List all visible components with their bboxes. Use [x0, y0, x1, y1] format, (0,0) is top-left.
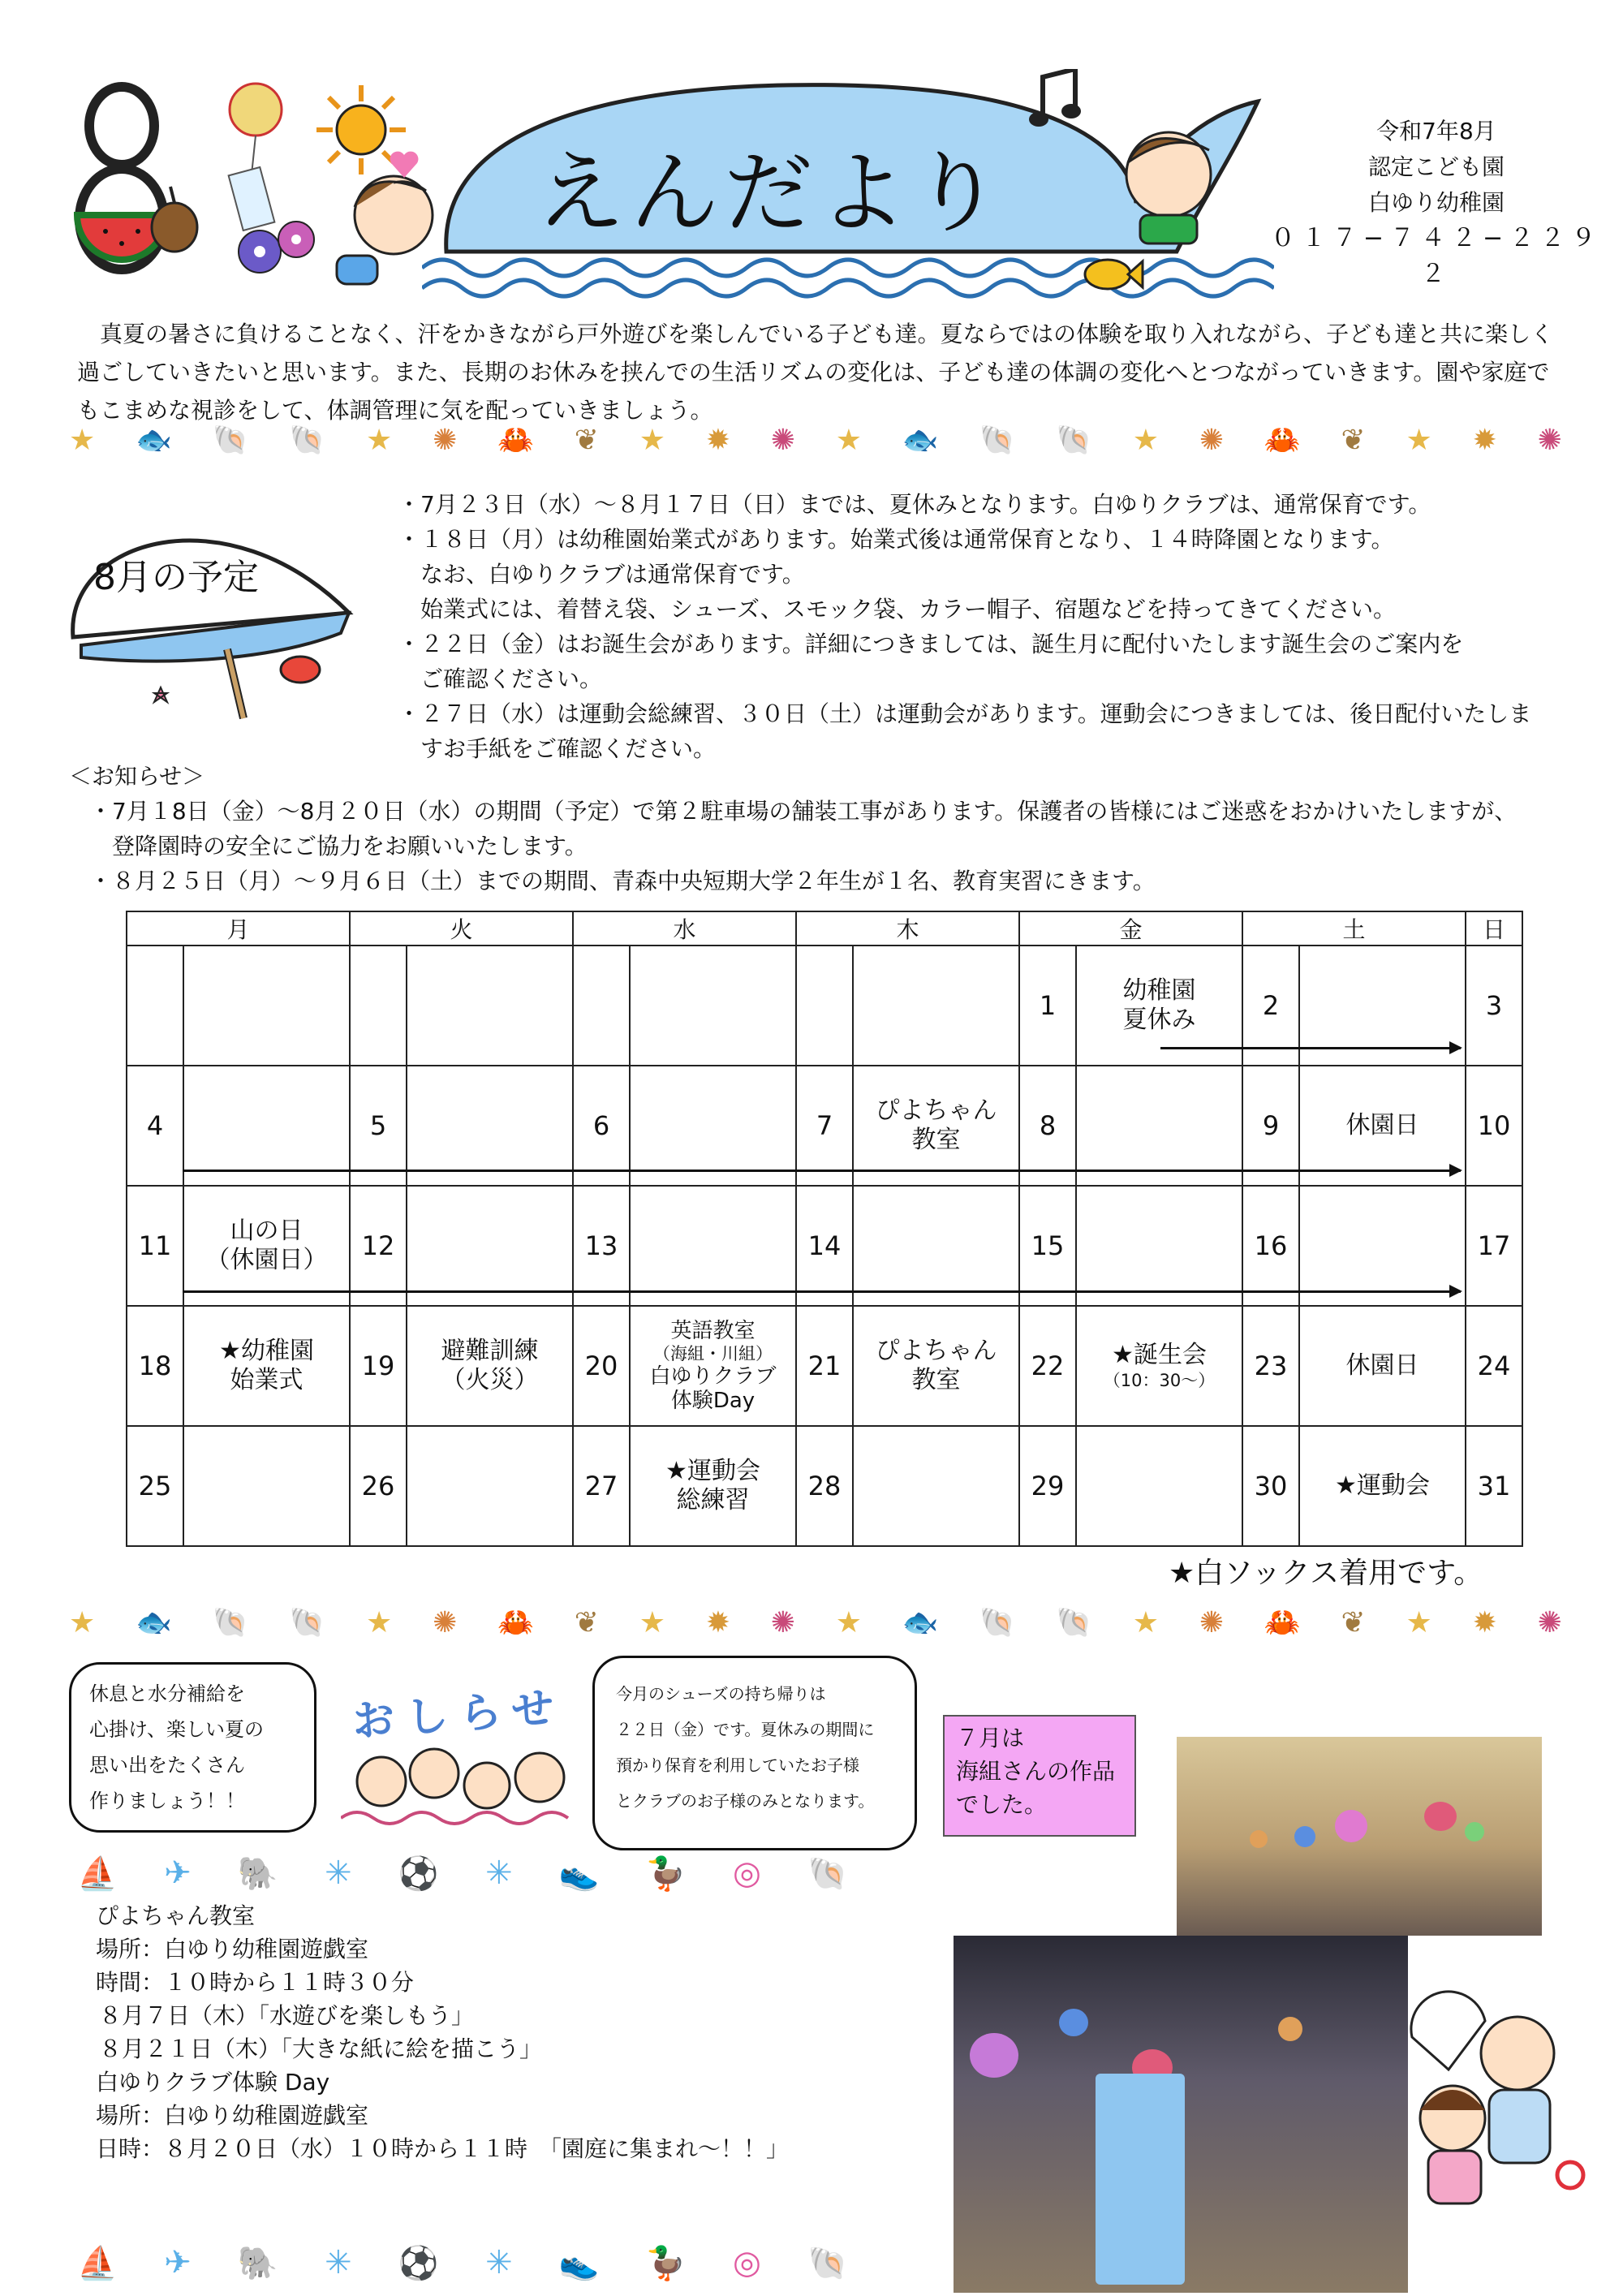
caption-line: ７月は	[956, 1725, 1025, 1751]
bubble-line: 思い出をたくさん	[89, 1754, 245, 1777]
day-event	[1076, 1426, 1242, 1546]
day-event	[407, 946, 573, 1066]
day-number: 18	[127, 1306, 183, 1426]
sea-creature-divider: ★ 🐟 🐚 🐚 ★ ✺ 🦀 ❦ ★ ✹ ✺ ★ 🐟 🐚 🐚 ★ ✺ 🦀 ❦ ★ ✹ ✺	[69, 424, 1562, 457]
vacation-arrow	[183, 1290, 1461, 1293]
schedule-item: ・２７日（水）は運動会総練習、３０日（土）は運動会があります。運動会につきましては、後日配付いたしま	[398, 700, 1532, 727]
newsletter-title: えんだより	[536, 141, 1006, 245]
day-event	[630, 946, 796, 1066]
event-info	[96, 1899, 789, 2165]
day-number: 13	[573, 1186, 630, 1306]
event-text: ★誕生会	[1112, 1341, 1207, 1369]
bubble-line: 心掛け、楽しい夏の	[89, 1718, 265, 1741]
event-text: 教室	[911, 1126, 961, 1154]
schedule-item: すお手紙をご確認ください。	[420, 735, 717, 762]
day-number: 22	[1019, 1306, 1076, 1426]
day-number: 6	[573, 1066, 630, 1186]
day-event: 休園日	[1299, 1066, 1466, 1186]
day-event	[630, 1306, 796, 1426]
socks-note: ★白ソックス着用です。	[1169, 1557, 1483, 1590]
morning-glory-icon	[227, 207, 325, 288]
day-number: 15	[1019, 1186, 1076, 1306]
august-calendar	[126, 911, 1523, 1547]
day-number: 4	[127, 1066, 183, 1186]
event-text: 避難訓練	[441, 1337, 539, 1365]
bubble-line: 作りましょう！！	[89, 1790, 245, 1812]
heart-icon	[388, 150, 420, 179]
oshirase-illustration	[341, 1672, 576, 1826]
day-number: 30	[1242, 1426, 1299, 1546]
oshirase-label: おしらせ	[351, 1682, 567, 1747]
day-number: 8	[1019, 1066, 1076, 1186]
weekday-fri: 金	[1019, 911, 1242, 946]
day-event	[853, 1186, 1019, 1306]
caption-line: 海組さんの作品	[956, 1758, 1116, 1785]
day-event	[630, 1186, 796, 1306]
day-event	[1076, 1186, 1242, 1306]
event-text: 山の日	[230, 1217, 304, 1245]
day-number: 10	[1466, 1066, 1522, 1186]
calendar-week-row	[127, 1186, 1522, 1306]
event-line: ８月７日（木）「水遊びを楽しもう」	[99, 2002, 475, 2029]
bubble-line: とクラブのお子様のみとなります。	[616, 1791, 875, 1811]
fish-icon	[1079, 252, 1144, 296]
day-event	[407, 1186, 573, 1306]
phone-number: ０１７−７４２−２２９２	[1270, 224, 1603, 288]
day-number: 28	[796, 1426, 853, 1546]
day-event	[853, 1066, 1019, 1186]
caption-line: でした。	[956, 1791, 1048, 1818]
vacation-arrow	[1160, 1047, 1461, 1049]
day-number: 5	[350, 1066, 407, 1186]
weekday-tue: 火	[350, 911, 573, 946]
event-text: （海組・川組）	[653, 1344, 773, 1363]
calendar-week-row	[127, 1426, 1522, 1546]
music-note-icon	[1027, 69, 1083, 134]
boy-on-whale-illustration	[1104, 114, 1233, 252]
toy-divider: ⛵ ✈ 🐘 ✳ ⚽ ✳ 👟 🦆 ◎ 🐚	[77, 2244, 848, 2282]
day-number: 1	[1019, 946, 1076, 1066]
weekday-sun: 日	[1466, 911, 1522, 946]
schedule-item: ・１８日（月）は幼稚園始業式があります。始業式後は通常保育となり、１４時降園となります。	[398, 526, 1394, 553]
event-text: 英語教室	[670, 1319, 756, 1343]
bubble-line: 預かり保育を利用していたお子様	[616, 1755, 859, 1775]
vacation-arrow	[183, 1170, 1461, 1172]
speech-bubble-hydration	[69, 1662, 316, 1833]
event-text: 夏休み	[1122, 1006, 1196, 1034]
day-event	[407, 1306, 573, 1426]
event-text: 教室	[911, 1366, 961, 1394]
day-number: 24	[1466, 1306, 1522, 1426]
day-event	[1299, 1186, 1466, 1306]
day-event	[853, 1426, 1019, 1546]
event-text: 始業式	[230, 1366, 304, 1394]
day-number: 21	[796, 1306, 853, 1426]
issue-date: 令和7年8月	[1376, 118, 1496, 144]
event-line: 場所：白ゆり幼稚園遊戯室	[96, 1936, 369, 1962]
school-info	[1266, 114, 1607, 292]
event-line: 日時：８月２０日（水）１０時から１１時 「園庭に集まれ〜！！」	[96, 2135, 790, 2162]
schedule-list	[398, 487, 1582, 766]
day-event	[853, 946, 1019, 1066]
bubble-line: 休息と水分補給を	[89, 1682, 245, 1705]
weekday-sat: 土	[1242, 911, 1466, 946]
schedule-item: ・7月２３日（水）〜８月１７日（日）までは、夏休みとなります。白ゆりクラブは、通常保育です。	[398, 491, 1431, 518]
event-text: （火災）	[441, 1366, 539, 1394]
day-event	[407, 1426, 573, 1546]
weekday-wed: 水	[573, 911, 796, 946]
day-number: 26	[350, 1426, 407, 1546]
event-text: （10：30〜）	[1103, 1371, 1216, 1390]
event-text: ぴよちゃん	[875, 1096, 997, 1125]
day-event	[183, 946, 350, 1066]
day-number: 25	[127, 1426, 183, 1546]
schedule-title: 8月の予定	[93, 557, 259, 598]
beetle-icon	[138, 183, 211, 256]
day-event	[407, 1066, 573, 1186]
day-number	[350, 946, 407, 1066]
schedule-item: ご確認ください。	[420, 666, 603, 692]
notices-heading: ＜お知らせ＞	[69, 763, 205, 790]
classroom-photo-2	[954, 1936, 1408, 2293]
speech-bubble-shoes	[592, 1656, 917, 1850]
school-name: 白ゆり幼稚園	[1367, 189, 1505, 216]
intro-paragraph: 真夏の暑さに負けることなく、汗をかきながら戸外遊びを楽しんでいる子ども達。夏ならではの体験を取り入れながら、子ども達と共に楽しく過ごしていきたいと思います。また、長期のお休みを挟んでの生活リズムの変化は、子ども達の体調の変化へとつながっていきます。園や家庭でもこまめな視診をして、体調管理に気を配っていきましょう。	[77, 321, 1554, 424]
calendar-week-row	[127, 1066, 1522, 1186]
event-text: ぴよちゃん	[875, 1337, 997, 1365]
event-text: ★幼稚園	[219, 1337, 314, 1365]
day-number: 19	[350, 1306, 407, 1426]
weekday-mon: 月	[127, 911, 350, 946]
toy-divider: ⛵ ✈ 🐘 ✳ ⚽ ✳ 👟 🦆 ◎ 🐚	[77, 1854, 848, 1893]
event-line: 場所：白ゆり幼稚園遊戯室	[96, 2102, 369, 2129]
day-number: 23	[1242, 1306, 1299, 1426]
day-event	[630, 1066, 796, 1186]
day-event	[183, 1186, 350, 1306]
event-text: （休園日）	[205, 1246, 328, 1274]
day-number: 11	[127, 1186, 183, 1306]
kids-yukata-illustration	[1396, 1988, 1599, 2208]
day-event	[1076, 1306, 1242, 1426]
day-event	[853, 1306, 1019, 1426]
calendar-week-row	[127, 1306, 1522, 1426]
day-event	[630, 1426, 796, 1546]
schedule-item: なお、白ゆりクラブは通常保育です。	[420, 561, 805, 588]
notice-item: ・7月１8日（金）〜8月２０日（水）の期間（予定）で第２駐車場の舗装工事があります。保護者の皆様にはご迷惑をおかけいたしますが、	[89, 798, 1518, 825]
event-line: 時間：１０時から１１時３０分	[96, 1969, 415, 1996]
day-event	[1076, 1066, 1242, 1186]
beach-umbrella-illustration	[65, 491, 357, 726]
event-text: 総練習	[676, 1486, 750, 1514]
day-number: 7	[796, 1066, 853, 1186]
day-event	[183, 1426, 350, 1546]
day-event	[183, 1306, 350, 1426]
event-line: ぴよちゃん教室	[96, 1902, 256, 1929]
event-text: 体験Day	[670, 1389, 756, 1413]
sea-creature-divider: ★ 🐟 🐚 🐚 ★ ✺ 🦀 ❦ ★ ✹ ✺ ★ 🐟 🐚 🐚 ★ ✺ 🦀 ❦ ★ ✹ ✺	[69, 1606, 1562, 1639]
day-number: 9	[1242, 1066, 1299, 1186]
event-text: ★運動会	[665, 1457, 760, 1485]
day-number: 20	[573, 1306, 630, 1426]
day-number: 2	[1242, 946, 1299, 1066]
schedule-item: ・２２日（金）はお誕生会があります。詳細につきましては、誕生月に配付いたします誕生会のご案内を	[398, 631, 1464, 657]
bubble-line: 今月のシューズの持ち帰りは	[616, 1684, 826, 1704]
bubble-line: ２２日（金）です。夏休みの期間に	[616, 1720, 875, 1739]
event-line: ８月２１日（木）「大きな紙に絵を描こう」	[99, 2035, 543, 2062]
day-number: 29	[1019, 1426, 1076, 1546]
event-line: 白ゆりクラブ体験 Day	[96, 2069, 330, 2096]
artwork-caption	[943, 1715, 1136, 1837]
day-number: 3	[1466, 946, 1522, 1066]
notice-item: ・８月２５日（月）〜９月６日（土）までの期間、青森中央短期大学２年生が１名、教育実習にきます。	[89, 868, 1156, 894]
day-number: 27	[573, 1426, 630, 1546]
day-event: ★運動会	[1299, 1426, 1466, 1546]
classroom-photo-1	[1177, 1737, 1542, 1936]
calendar-header-row	[127, 911, 1522, 946]
day-event	[183, 1066, 350, 1186]
weekday-thu: 木	[796, 911, 1019, 946]
day-number	[796, 946, 853, 1066]
event-text: 幼稚園	[1122, 976, 1196, 1005]
day-number: 31	[1466, 1426, 1522, 1546]
notices-list	[89, 794, 1574, 898]
day-event: 休園日	[1299, 1306, 1466, 1426]
schedule-item: 始業式には、着替え袋、シューズ、スモック袋、カラー帽子、宿題などを持ってきてください。	[420, 596, 1397, 622]
day-number: 14	[796, 1186, 853, 1306]
day-number: 12	[350, 1186, 407, 1306]
day-number	[127, 946, 183, 1066]
notice-item: 登降園時の安全にご協力をお願いいたします。	[112, 833, 588, 859]
day-number: 16	[1242, 1186, 1299, 1306]
day-number	[573, 946, 630, 1066]
day-number: 17	[1466, 1186, 1522, 1306]
org-type: 認定こども園	[1367, 153, 1505, 180]
event-text: 白ゆりクラブ	[649, 1364, 777, 1389]
